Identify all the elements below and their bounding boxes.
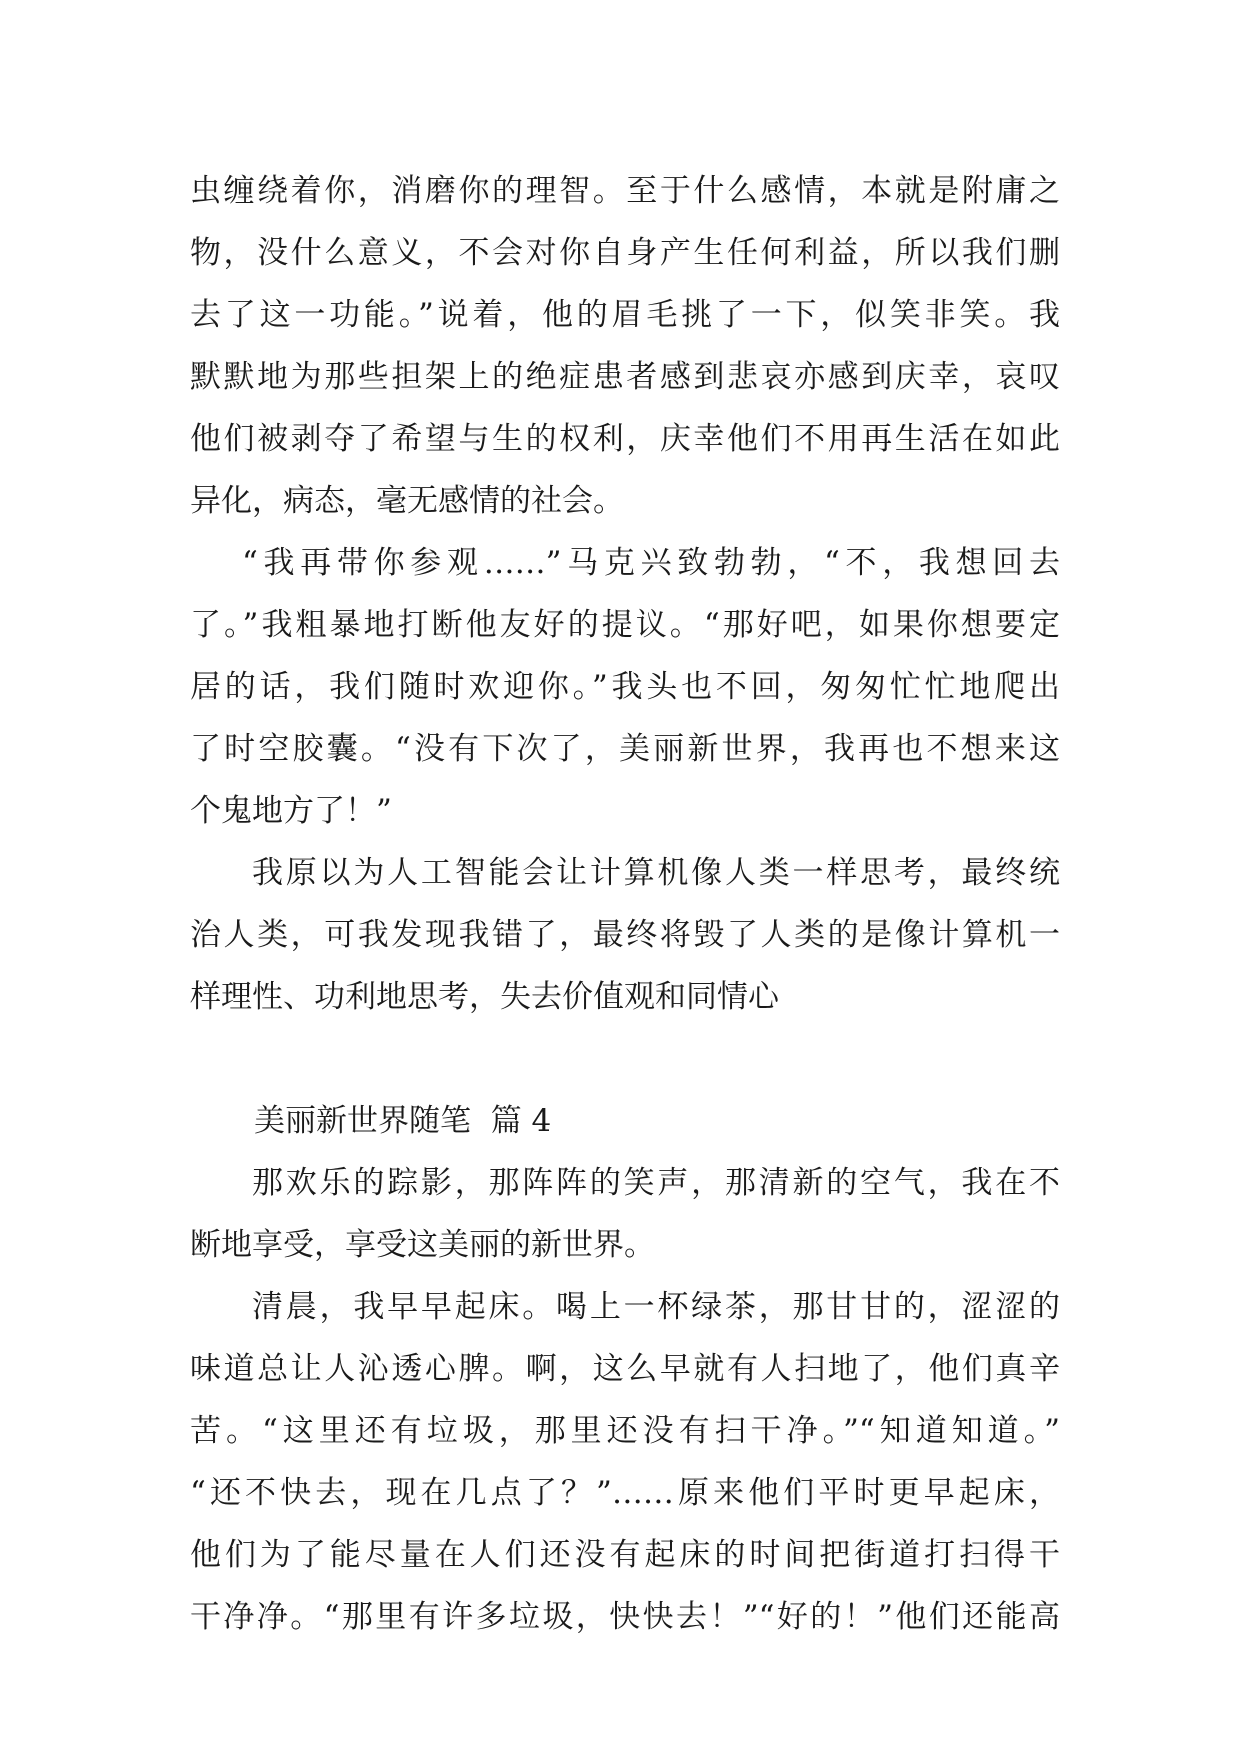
text-line: 他们被剥夺了希望与生的权利，庆幸他们不用再生活在如此 bbox=[190, 421, 1060, 457]
text-line: 个鬼地方了！” bbox=[190, 793, 392, 829]
text-line: 他们为了能尽量在人们还没有起床的时间把街道打扫得干 bbox=[190, 1537, 1060, 1573]
section-heading: 美丽新世界随笔 篇 4 bbox=[254, 1103, 552, 1139]
text-line: “还不快去，现在几点了？”……原来他们平时更早起床， bbox=[190, 1475, 1060, 1511]
text-line: 味道总让人沁透心脾。啊，这么早就有人扫地了，他们真辛 bbox=[190, 1351, 1060, 1387]
text-line: 异化，病态，毫无感情的社会。 bbox=[190, 483, 624, 519]
text-line: 样理性、功利地思考，失去价值观和同情心 bbox=[190, 979, 779, 1015]
paragraph bbox=[190, 1276, 1060, 1648]
document-body bbox=[190, 160, 1060, 1648]
text-line: 居的话，我们随时欢迎你。”我头也不回，匆匆忙忙地爬出 bbox=[190, 669, 1060, 705]
text-line: 虫缠绕着你，消磨你的理智。至于什么感情，本就是附庸之 bbox=[190, 173, 1060, 209]
text-line: 了。”我粗暴地打断他友好的提议。“那好吧，如果你想要定 bbox=[190, 607, 1060, 643]
text-line: 我原以为人工智能会让计算机像人类一样思考，最终统 bbox=[252, 855, 1060, 891]
text-line: 物，没什么意义，不会对你自身产生任何利益，所以我们删 bbox=[190, 235, 1060, 271]
text-line: 清晨，我早早起床。喝上一杯绿茶，那甘甘的，涩涩的 bbox=[252, 1289, 1060, 1325]
paragraph-spacer bbox=[190, 1028, 1060, 1090]
text-line: 那欢乐的踪影，那阵阵的笑声，那清新的空气，我在不 bbox=[252, 1165, 1060, 1201]
paragraph bbox=[190, 842, 1060, 1028]
text-line: 断地享受，享受这美丽的新世界。 bbox=[190, 1227, 655, 1263]
text-line: 干净净。“那里有许多垃圾，快快去！”“好的！”他们还能高 bbox=[190, 1599, 1060, 1635]
text-line: 了时空胶囊。“没有下次了，美丽新世界，我再也不想来这 bbox=[190, 731, 1060, 767]
text-line: 默默地为那些担架上的绝症患者感到悲哀亦感到庆幸，哀叹 bbox=[190, 359, 1060, 395]
text-line: “我再带你参观……”马克兴致勃勃，“不，我想回去 bbox=[242, 545, 1060, 581]
text-line: 治人类，可我发现我错了，最终将毁了人类的是像计算机一 bbox=[190, 917, 1060, 953]
text-line: 去了这一功能。”说着，他的眉毛挑了一下，似笑非笑。我 bbox=[190, 297, 1060, 333]
paragraph bbox=[190, 532, 1060, 842]
paragraph bbox=[190, 160, 1060, 532]
text-line: 苦。“这里还有垃圾，那里还没有扫干净。”“知道知道。” bbox=[190, 1413, 1060, 1449]
paragraph bbox=[190, 1152, 1060, 1276]
